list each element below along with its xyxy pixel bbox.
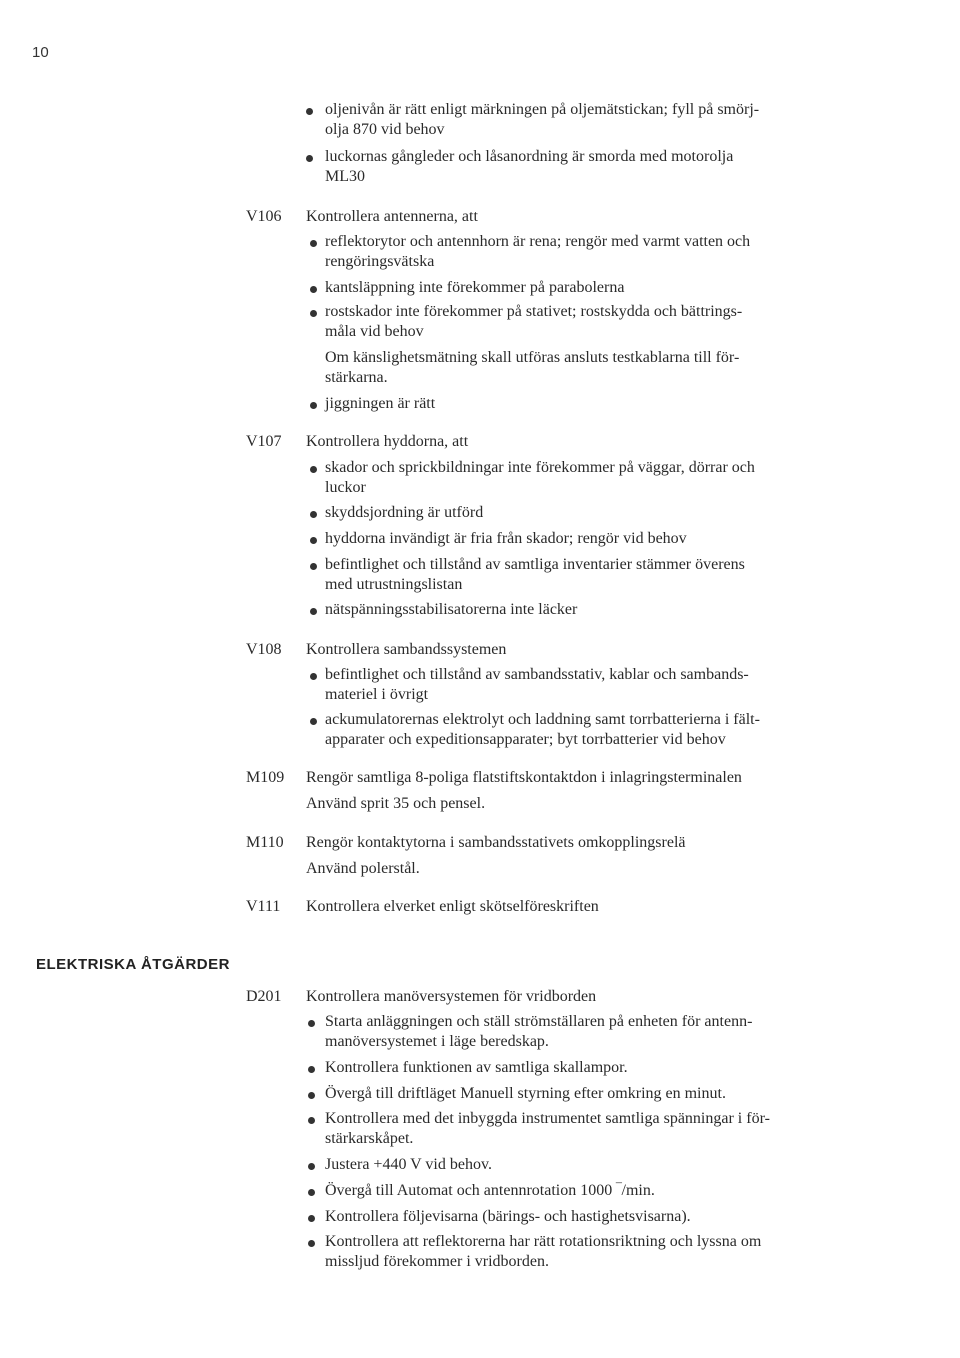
bullet-icon (310, 608, 317, 615)
list-item-line: befintlighet och tillstånd av sambandsstativ, kablar och sambands- (325, 666, 749, 683)
section-title: Rengör kontaktytorna i sambandsstativets omkopplingsrelä (306, 834, 686, 851)
bullet-icon (310, 537, 317, 544)
section-title: Kontrollera antennerna, att (306, 208, 478, 225)
list-item-line: Kontrollera följevisarna (bärings- och hastighetsvisarna). (325, 1208, 691, 1225)
bullet-icon (306, 155, 313, 162)
bullet-icon (306, 108, 313, 115)
list-item-line: olja 870 vid behov (325, 121, 445, 138)
bullet-icon (308, 1240, 315, 1247)
list-item-line: oljenivån är rätt enligt märkningen på oljemätstickan; fyll på smörj- (325, 101, 760, 118)
item-code: V106 (246, 208, 282, 225)
list-item-line: nätspänningsstabilisatorerna inte läcker (325, 601, 578, 618)
bullet-icon (308, 1163, 315, 1170)
list-item-line: rostskador inte förekommer på stativet; rostskydda och bättrings- (325, 303, 743, 320)
list-item-line: reflektorytor och antennhorn är rena; rengör med varmt vatten och (325, 233, 751, 250)
item-code: D201 (246, 988, 282, 1005)
bullet-icon (310, 310, 317, 317)
list-item-line: Starta anläggningen och ställ strömställaren på enheten för antenn- (325, 1013, 753, 1030)
section-title: Kontrollera hyddorna, att (306, 433, 469, 450)
bullet-icon (310, 563, 317, 570)
list-item-line: befintlighet och tillstånd av samtliga inventarier stämmer överens (325, 556, 745, 573)
bullet-icon (308, 1066, 315, 1073)
bullet-icon (308, 1020, 315, 1027)
list-item-line: skyddsjordning är utförd (325, 504, 484, 521)
note-line: Om känslighetsmätning skall utföras ansluts testkablarna till för- (325, 349, 740, 366)
bullet-icon (310, 673, 317, 680)
list-item-line: Kontrollera med det inbyggda instrumentet samtliga spänningar i för- (325, 1110, 770, 1127)
bullet-icon (310, 286, 317, 293)
list-item-line: ackumulatorernas elektrolyt och laddning samt torrbatterierna i fält- (325, 711, 760, 728)
list-item-line: med utrustningslistan (325, 576, 463, 593)
section-title: Kontrollera sambandssystemen (306, 641, 507, 658)
list-item-line: hyddorna invändigt är fria från skador; rengör vid behov (325, 530, 687, 547)
section-subtext: Använd polerstål. (306, 860, 420, 877)
list-item-line: kantsläppning inte förekommer på parabolerna (325, 279, 625, 296)
bullet-icon (310, 466, 317, 473)
bullet-icon (308, 1117, 315, 1124)
list-item-line: manöversystemet i läge beredskap. (325, 1033, 549, 1050)
bullet-icon (310, 240, 317, 247)
list-item-line: måla vid behov (325, 323, 424, 340)
item-code: V108 (246, 641, 282, 658)
item-code: V107 (246, 433, 282, 450)
section-title: Rengör samtliga 8-poliga flatstiftskontaktdon i inlagringsterminalen (306, 769, 742, 786)
section-title: Kontrollera manöversystemen för vridborden (306, 988, 597, 1005)
list-item-line: materiel i övrigt (325, 686, 429, 703)
list-item-line: Övergå till Automat och antennrotation 1000 ‾/min. (325, 1182, 655, 1199)
bullet-icon (308, 1215, 315, 1222)
list-item-line: missljud förekommer i vridborden. (325, 1253, 549, 1270)
list-item-line: luckornas gångleder och låsanordning är smorda med motorolja (325, 148, 734, 165)
list-item-line: Kontrollera att reflektorerna har rätt rotationsriktning och lyssna om (325, 1233, 762, 1250)
list-item-line: ML30 (325, 168, 365, 185)
bullet-icon (310, 511, 317, 518)
bullet-icon (308, 1092, 315, 1099)
list-item-line: Kontrollera funktionen av samtliga skallampor. (325, 1059, 628, 1076)
list-item-line: stärkarskåpet. (325, 1130, 414, 1147)
bullet-icon (310, 718, 317, 725)
item-code: V111 (246, 898, 281, 915)
section-heading: ELEKTRISKA ÅTGÄRDER (36, 956, 230, 973)
page-number: 10 (32, 44, 49, 61)
bullet-icon (310, 402, 317, 409)
list-item-line: apparater och expeditionsapparater; byt torrbatterier vid behov (325, 731, 726, 748)
note-line: stärkarna. (325, 369, 388, 386)
list-item-line: jiggningen är rätt (325, 395, 436, 412)
list-item-line: rengöringsvätska (325, 253, 435, 270)
item-code: M109 (246, 769, 285, 786)
list-item-line: Justera +440 V vid behov. (325, 1156, 492, 1173)
item-code: M110 (246, 834, 284, 851)
section-subtext: Använd sprit 35 och pensel. (306, 795, 486, 812)
list-item-line: Övergå till driftläget Manuell styrning efter omkring en minut. (325, 1085, 726, 1102)
bullet-icon (308, 1189, 315, 1196)
list-item-line: luckor (325, 479, 366, 496)
list-item-line: skador och sprickbildningar inte förekommer på väggar, dörrar och (325, 459, 755, 476)
section-title: Kontrollera elverket enligt skötselföreskriften (306, 898, 599, 915)
